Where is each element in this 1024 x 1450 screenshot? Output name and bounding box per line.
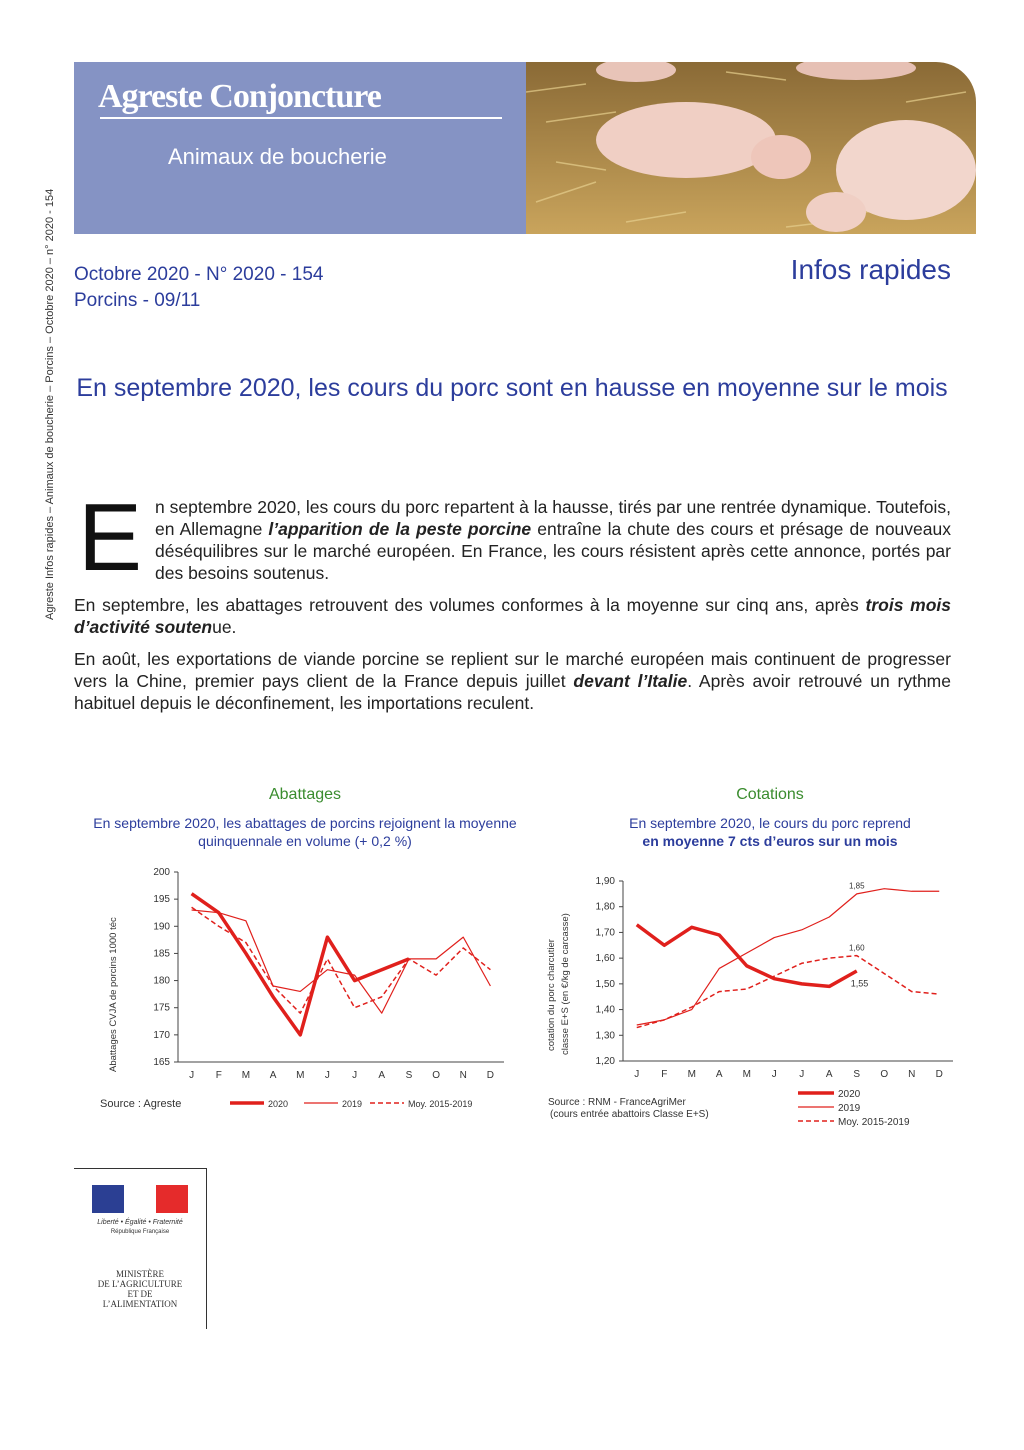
x-tick-label: J xyxy=(634,1069,640,1080)
x-tick-label: D xyxy=(935,1069,943,1080)
x-tick-label: D xyxy=(486,1070,495,1081)
y-tick-label: 185 xyxy=(153,948,170,960)
x-tick-label: J xyxy=(189,1070,195,1081)
legend-label: Moy. 2015-2019 xyxy=(408,1099,473,1109)
y-tick-label: 1,20 xyxy=(595,1056,615,1067)
cotations-chart-header xyxy=(550,786,990,850)
y-tick-label: 1,70 xyxy=(595,927,615,939)
y-axis-label: Abattages CVJA de porcins 1000 téc xyxy=(108,917,119,1072)
legend-label: 2019 xyxy=(342,1099,363,1109)
abattages-paragraph: En septembre, les abattages retrouvent des volumes conformes à la moyenne sur cinq ans, après trois mois d’activité soutenue. xyxy=(74,595,951,637)
page-title: En septembre 2020, les cours du porc sont en hausse en moyenne sur le mois xyxy=(76,374,948,402)
legend-label: Moy. 2015-2019 xyxy=(838,1117,910,1128)
data-label: 1,60 xyxy=(848,943,865,953)
x-tick-label: S xyxy=(853,1069,861,1080)
x-tick-label: N xyxy=(908,1069,916,1080)
data-label: 1,55 xyxy=(850,978,869,989)
issue-number: Octobre 2020 - N° 2020 - 154 xyxy=(74,264,324,285)
series-line-dashed xyxy=(637,956,940,1028)
abattages-chart xyxy=(90,860,530,1130)
x-tick-label: N xyxy=(459,1070,467,1081)
issue-info xyxy=(74,262,323,314)
y-tick-label: 175 xyxy=(153,1002,170,1014)
x-tick-label: M xyxy=(742,1069,751,1080)
brand-subtitle: Animaux de boucherie xyxy=(168,144,387,169)
x-tick-label: J xyxy=(324,1070,330,1081)
y-axis-label: classe E+S (en €/kg de carcasse) xyxy=(560,913,571,1055)
y-tick-label: 165 xyxy=(153,1057,170,1068)
legend-label: 2020 xyxy=(268,1099,289,1109)
x-tick-label: M xyxy=(687,1069,696,1080)
y-axis-label: cotation du porc charcutier xyxy=(546,939,557,1051)
y-tick-label: 190 xyxy=(153,921,170,933)
x-tick-label: O xyxy=(880,1069,889,1080)
legend-label: 2019 xyxy=(838,1103,861,1114)
x-tick-label: J xyxy=(352,1070,358,1081)
x-tick-label: O xyxy=(432,1070,440,1081)
data-label: 1,85 xyxy=(848,881,865,891)
cotations-section-title: Cotations xyxy=(736,786,804,803)
series-line-thick xyxy=(637,925,857,987)
echanges-paragraph: En août, les exportations de viande porcine se replient sur le marché européen mais continuent de progresser vers la Chine, premier pays client de la France depuis juillet devant l’Italie. Après avoir retrouvé un rythme habituel depuis le déconfinement, les importations reculent. xyxy=(74,649,951,713)
brand-divider xyxy=(100,117,502,119)
x-tick-label: J xyxy=(799,1069,805,1080)
y-tick-label: 1,30 xyxy=(595,1030,615,1042)
ministry-name: MINISTÈRE DE L’AGRICULTURE ET DE L’ALIMENTATION xyxy=(97,1269,183,1309)
source-label: Source : RNM - FranceAgriMer xyxy=(548,1097,686,1108)
abattages-chart-subtitle: En septembre 2020, les abattages de porcins rejoignent la moyenne quinquennale en volume (+ 0,2 %) xyxy=(93,815,517,849)
x-tick-label: M xyxy=(296,1070,305,1081)
legend-label: 2020 xyxy=(838,1089,861,1100)
y-tick-label: 170 xyxy=(153,1029,170,1041)
cotations-chart-subtitle-a: En septembre 2020, le cours du porc reprend xyxy=(629,815,911,831)
x-tick-label: F xyxy=(215,1070,222,1081)
dropcap-letter: E xyxy=(78,484,143,591)
y-tick-label: 180 xyxy=(153,975,170,987)
header-banner xyxy=(74,62,526,234)
x-tick-label: J xyxy=(771,1069,777,1080)
abattages-chart-header xyxy=(80,786,530,850)
y-tick-label: 1,50 xyxy=(595,978,615,990)
series-line-thin xyxy=(637,889,940,1025)
ministry-logo xyxy=(74,1168,207,1329)
y-tick-label: 1,60 xyxy=(595,953,615,965)
x-tick-label: A xyxy=(715,1069,723,1080)
cotations-chart-subtitle-b: en moyenne 7 cts d’euros sur un mois xyxy=(642,833,898,849)
french-flag-icon xyxy=(92,1185,188,1213)
y-tick-label: 1,90 xyxy=(595,876,615,887)
y-tick-label: 200 xyxy=(153,867,170,878)
y-tick-label: 1,80 xyxy=(595,901,615,913)
x-tick-label: A xyxy=(825,1069,833,1080)
x-tick-label: M xyxy=(241,1070,251,1081)
intro-paragraph: n septembre 2020, les cours du porc repartent à la hausse, tirés par une rentrée dynamique. Toutefois, en Allemagne l’apparition de la peste porcine entraîne la chute des cours et présage de nouveaux déséquilibres sur le marché européen. En France, les cours résistent après cette annonce, portés par des besoins soutenus. xyxy=(155,497,951,583)
republic-motto: Liberté • Égalité • Fraternité xyxy=(97,1219,183,1226)
x-tick-label: A xyxy=(378,1070,386,1081)
cotations-chart xyxy=(540,865,970,1140)
abattages-section-title: Abattages xyxy=(268,786,342,803)
source-label: Source : Agreste xyxy=(100,1098,182,1110)
republic-name: République Française xyxy=(110,1229,170,1235)
infos-rapides-badge: Infos rapides xyxy=(790,254,951,285)
issue-topic: Porcins - 09/11 xyxy=(74,290,201,311)
pigs-photo xyxy=(526,62,976,234)
y-tick-label: 195 xyxy=(153,894,170,906)
brand-title: Agreste Conjoncture xyxy=(98,78,381,115)
sidebar-text: Agreste Infos rapides – Animaux de boucherie – Porcins – Octobre 2020 – n° 2020 - 154 xyxy=(44,188,56,620)
x-tick-label: F xyxy=(661,1069,668,1080)
source-label: (cours entrée abattoirs Classe E+S) xyxy=(550,1109,709,1120)
x-tick-label: S xyxy=(405,1070,413,1081)
x-tick-label: A xyxy=(269,1070,277,1081)
y-tick-label: 1,40 xyxy=(595,1004,615,1016)
